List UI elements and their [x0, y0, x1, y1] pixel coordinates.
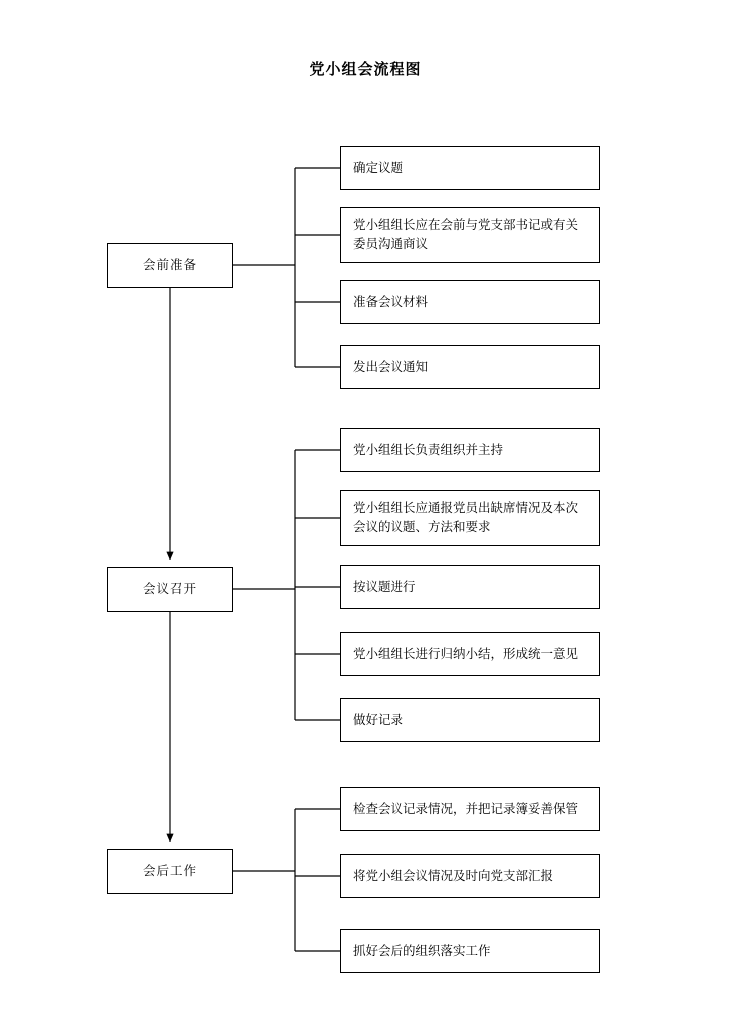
task-label: 按议题进行 [353, 578, 416, 594]
stage-node-post-meeting-work[interactable] [107, 849, 233, 894]
stage-label: 会议召开 [142, 581, 197, 597]
task-node[interactable] [340, 146, 600, 190]
task-label: 抓好会后的组织落实工作 [353, 942, 491, 958]
task-label: 党小组组长负责组织并主持 [353, 441, 504, 457]
task-node[interactable] [340, 929, 600, 973]
task-label: 确定议题 [353, 159, 404, 175]
page-title: 党小组会流程图 [309, 60, 422, 78]
task-node[interactable] [340, 345, 600, 389]
task-label: 党小组组长应通报党员出缺席情况及本次会议的议题、方法和要求 [353, 500, 579, 534]
stage-node-meeting-held[interactable] [107, 567, 233, 612]
task-label: 做好记录 [353, 711, 404, 727]
task-label: 党小组组长应在会前与党支部书记或有关委员沟通商议 [353, 217, 579, 251]
task-label: 检查会议记录情况，并把记录簿妥善保管 [353, 800, 579, 816]
task-node[interactable] [340, 632, 600, 676]
task-node[interactable] [340, 490, 600, 546]
task-node[interactable] [340, 207, 600, 263]
task-node[interactable] [340, 787, 600, 831]
task-label: 将党小组会议情况及时向党支部汇报 [353, 867, 554, 883]
task-node[interactable] [340, 854, 600, 898]
stage-node-meeting-preparation[interactable] [107, 243, 233, 288]
task-label: 准备会议材料 [353, 293, 429, 309]
task-node[interactable] [340, 565, 600, 609]
task-label: 发出会议通知 [353, 358, 429, 374]
task-node[interactable] [340, 428, 600, 472]
task-node[interactable] [340, 698, 600, 742]
task-label: 党小组组长进行归纳小结，形成统一意见 [353, 645, 579, 661]
stage-label: 会前准备 [142, 257, 197, 273]
stage-label: 会后工作 [142, 863, 197, 879]
task-node[interactable] [340, 280, 600, 324]
